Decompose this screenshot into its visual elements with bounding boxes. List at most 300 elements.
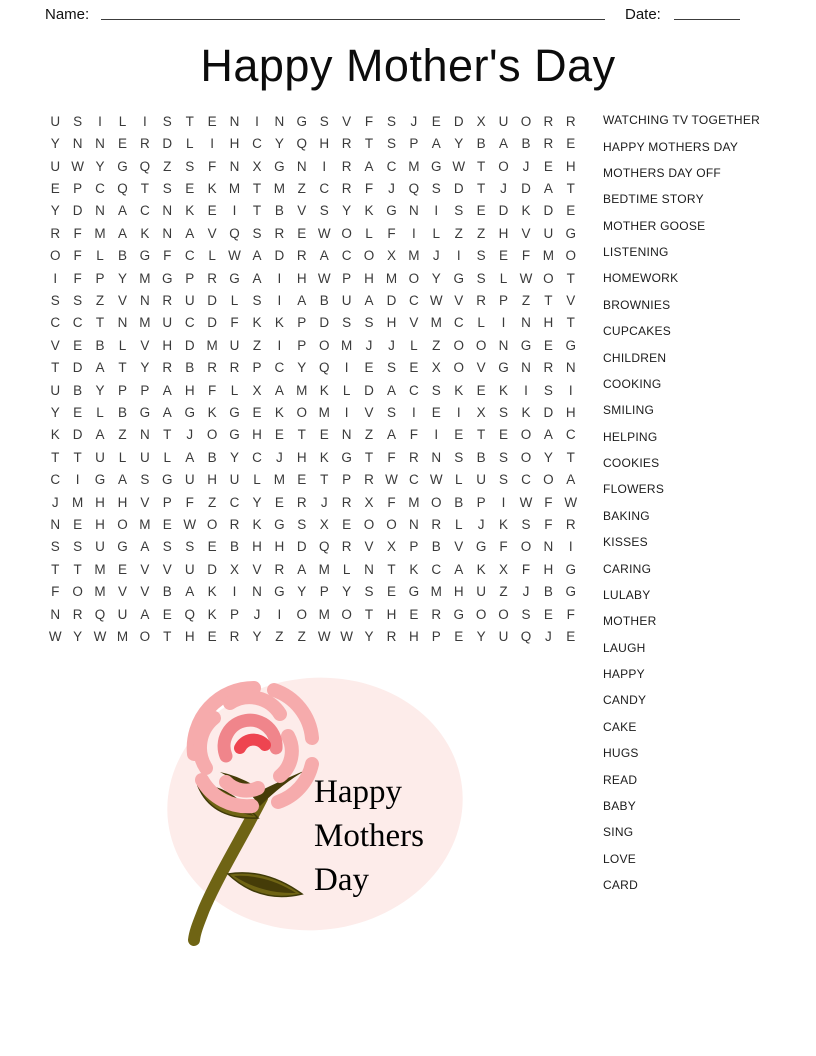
grid-letter: F xyxy=(185,494,194,510)
grid-letter: E xyxy=(207,113,217,129)
grid-letter: G xyxy=(453,606,464,622)
grid-letter: K xyxy=(521,404,531,420)
grid-letter: Z xyxy=(118,427,127,443)
grid-letter: F xyxy=(544,517,553,533)
rose-caption-line: Mothers xyxy=(314,818,424,854)
grid-letter: U xyxy=(162,315,173,331)
grid-letter: Z xyxy=(432,337,441,353)
grid-letter: R xyxy=(431,606,442,622)
grid-letter: C xyxy=(453,315,464,331)
grid-letter: X xyxy=(476,404,486,420)
grid-letter: J xyxy=(186,427,194,443)
grid-letter: P xyxy=(117,382,127,398)
grid-letter: H xyxy=(565,404,576,420)
grid-letter: M xyxy=(296,382,308,398)
grid-letter: F xyxy=(364,180,374,196)
grid-letter: F xyxy=(409,427,418,443)
grid-letter: S xyxy=(50,292,60,308)
word-list-item: HOMEWORK xyxy=(603,271,679,286)
grid-letter: N xyxy=(117,315,128,331)
grid-letter: L xyxy=(96,404,104,420)
grid-letter: P xyxy=(162,494,172,510)
grid-letter: B xyxy=(476,449,486,465)
grid-letter: N xyxy=(274,113,285,129)
grid-letter: U xyxy=(341,292,352,308)
grid-letter: I xyxy=(344,360,349,376)
grid-letter: I xyxy=(277,606,282,622)
grid-letter: F xyxy=(499,539,508,555)
grid-letter: Q xyxy=(296,136,308,152)
word-list-item: BABY xyxy=(603,798,637,813)
grid-letter: N xyxy=(364,561,374,577)
grid-letter: G xyxy=(274,158,285,174)
grid-letter: B xyxy=(185,360,195,376)
grid-letter: O xyxy=(139,629,151,645)
grid-letter: S xyxy=(499,472,509,488)
grid-letter: D xyxy=(543,404,554,420)
grid-letter: S xyxy=(499,449,509,465)
grid-letter: O xyxy=(117,517,128,533)
grid-letter: V xyxy=(364,404,374,420)
grid-letter: V xyxy=(566,292,576,308)
grid-letter: T xyxy=(364,136,374,152)
grid-letter: E xyxy=(566,629,576,645)
word-list-item: BAKING xyxy=(603,508,650,523)
grid-letter: X xyxy=(431,360,441,376)
grid-letter: K xyxy=(499,382,509,398)
grid-letter: P xyxy=(185,270,195,286)
grid-letter: S xyxy=(386,136,396,152)
grid-letter: L xyxy=(118,449,127,465)
grid-letter: E xyxy=(162,606,172,622)
grid-letter: T xyxy=(566,449,575,465)
grid-letter: A xyxy=(252,248,262,264)
grid-letter: M xyxy=(408,158,420,174)
grid-letter: K xyxy=(207,584,217,600)
grid-letter: J xyxy=(410,113,418,129)
grid-letter: H xyxy=(386,315,397,331)
grid-letter: T xyxy=(544,292,553,308)
grid-letter: R xyxy=(341,136,352,152)
grid-letter: N xyxy=(139,427,150,443)
grid-letter: E xyxy=(499,427,509,443)
grid-letter: W xyxy=(183,517,197,533)
grid-letter: X xyxy=(499,561,509,577)
grid-letter: H xyxy=(296,270,307,286)
grid-letter: Y xyxy=(50,203,60,219)
grid-letter: R xyxy=(543,360,554,376)
grid-letter: A xyxy=(297,561,307,577)
grid-letter: H xyxy=(207,472,217,488)
grid-letter: W xyxy=(71,158,84,174)
grid-letter: C xyxy=(252,449,262,465)
grid-letter: E xyxy=(476,203,486,219)
grid-letter: L xyxy=(253,472,261,488)
grid-letter: H xyxy=(543,315,554,331)
grid-letter: N xyxy=(252,584,262,600)
grid-letter: E xyxy=(73,517,83,533)
grid-letter: J xyxy=(500,180,507,196)
grid-letter: C xyxy=(139,203,150,219)
grid-letter: G xyxy=(565,561,577,577)
grid-letter: K xyxy=(274,404,284,420)
grid-letter: U xyxy=(117,606,128,622)
grid-letter: R xyxy=(543,113,554,129)
grid-letter: K xyxy=(454,382,464,398)
grid-letter: C xyxy=(408,382,419,398)
grid-letter: C xyxy=(184,315,195,331)
grid-letter: I xyxy=(524,382,528,398)
grid-letter: E xyxy=(73,337,83,353)
grid-letter: H xyxy=(95,517,105,533)
grid-letter: F xyxy=(364,113,374,129)
grid-letter: M xyxy=(228,180,241,196)
grid-letter: F xyxy=(207,158,217,174)
grid-letter: N xyxy=(431,449,442,465)
grid-letter: X xyxy=(230,561,240,577)
grid-letter: S xyxy=(386,360,396,376)
grid-letter: A xyxy=(95,427,105,443)
grid-letter: L xyxy=(230,292,239,308)
grid-letter: G xyxy=(139,404,151,420)
grid-letter: T xyxy=(252,203,262,219)
grid-letter: D xyxy=(207,292,217,308)
grid-letter: Z xyxy=(297,180,306,196)
grid-letter: I xyxy=(142,113,147,129)
grid-letter: X xyxy=(364,494,374,510)
grid-letter: B xyxy=(274,203,284,219)
word-list-item: CANDY xyxy=(603,693,647,708)
grid-letter: H xyxy=(252,539,262,555)
grid-letter: I xyxy=(98,113,102,129)
grid-letter: A xyxy=(117,203,127,219)
grid-letter: Z xyxy=(476,225,486,241)
grid-letter: P xyxy=(140,382,150,398)
grid-letter: J xyxy=(253,606,261,622)
grid-letter: M xyxy=(94,225,106,241)
grid-letter: U xyxy=(498,113,509,129)
grid-letter: D xyxy=(319,315,330,331)
grid-letter: W xyxy=(429,472,443,488)
grid-letter: I xyxy=(456,248,461,264)
grid-letter: I xyxy=(501,494,506,510)
grid-letter: Y xyxy=(476,629,486,645)
grid-letter: X xyxy=(386,539,396,555)
grid-letter: I xyxy=(255,113,259,129)
grid-letter: N xyxy=(521,315,531,331)
word-list-item: CARD xyxy=(603,878,639,893)
grid-letter: D xyxy=(453,113,464,129)
grid-letter: F xyxy=(73,225,82,241)
word-list-item: BROWNIES xyxy=(603,297,671,312)
grid-letter: I xyxy=(434,427,439,443)
grid-letter: I xyxy=(456,404,461,420)
grid-letter: M xyxy=(340,337,353,353)
grid-letter: E xyxy=(342,517,352,533)
grid-letter: L xyxy=(96,248,104,264)
grid-letter: E xyxy=(409,606,419,622)
grid-letter: E xyxy=(476,382,486,398)
grid-letter: K xyxy=(140,225,150,241)
grid-letter: G xyxy=(117,539,128,555)
grid-letter: B xyxy=(476,136,486,152)
word-list-item: HAPPY xyxy=(603,667,645,682)
grid-letter: X xyxy=(319,517,329,533)
grid-letter: O xyxy=(475,606,487,622)
word-list-item: HELPING xyxy=(603,429,658,444)
grid-letter: M xyxy=(94,584,106,600)
grid-letter: Z xyxy=(207,494,217,510)
grid-letter: C xyxy=(521,472,531,488)
grid-letter: M xyxy=(116,629,129,645)
grid-letter: E xyxy=(543,606,553,622)
grid-letter: V xyxy=(207,225,217,241)
grid-letter: O xyxy=(408,270,420,286)
grid-letter: T xyxy=(566,180,575,196)
grid-letter: D xyxy=(162,136,173,152)
grid-letter: P xyxy=(297,315,307,331)
grid-letter: T xyxy=(476,158,486,174)
grid-letter: C xyxy=(386,158,397,174)
grid-letter: R xyxy=(207,360,217,376)
grid-letter: B xyxy=(543,584,553,600)
grid-letter: O xyxy=(520,113,532,129)
grid-letter: U xyxy=(50,382,61,398)
grid-letter: S xyxy=(476,248,486,264)
grid-letter: N xyxy=(72,136,83,152)
grid-letter: U xyxy=(229,472,240,488)
grid-letter: C xyxy=(565,427,576,443)
grid-letter: V xyxy=(454,539,464,555)
grid-letter: H xyxy=(453,584,464,600)
grid-letter: D xyxy=(274,248,285,264)
grid-letter: S xyxy=(454,449,464,465)
grid-letter: N xyxy=(50,606,61,622)
rose-caption xyxy=(314,770,424,902)
grid-letter: P xyxy=(499,292,509,308)
grid-letter: G xyxy=(475,539,487,555)
grid-letter: S xyxy=(431,180,441,196)
grid-letter: G xyxy=(565,337,577,353)
grid-letter: N xyxy=(162,203,173,219)
grid-letter: G xyxy=(274,584,285,600)
grid-letter: N xyxy=(162,225,173,241)
grid-letter: A xyxy=(499,136,509,152)
grid-letter: A xyxy=(431,136,441,152)
grid-letter: E xyxy=(274,427,284,443)
grid-letter: N xyxy=(296,158,307,174)
grid-letter: N xyxy=(408,517,419,533)
grid-letter: Y xyxy=(252,494,262,510)
grid-letter: E xyxy=(297,472,307,488)
grid-letter: F xyxy=(230,315,239,331)
grid-letter: D xyxy=(498,203,509,219)
grid-letter: T xyxy=(476,427,486,443)
grid-letter: E xyxy=(364,360,374,376)
grid-letter: A xyxy=(543,180,553,196)
grid-letter: C xyxy=(431,561,442,577)
grid-letter: C xyxy=(408,472,419,488)
grid-letter: R xyxy=(386,629,397,645)
grid-letter: R xyxy=(274,561,285,577)
grid-letter: I xyxy=(344,404,349,420)
grid-letter: O xyxy=(543,472,554,488)
grid-letter: I xyxy=(277,270,282,286)
grid-letter: E xyxy=(454,629,464,645)
grid-letter: H xyxy=(252,427,262,443)
grid-letter: E xyxy=(409,360,419,376)
grid-letter: G xyxy=(386,203,397,219)
word-search-grid xyxy=(44,110,582,648)
grid-letter: C xyxy=(95,180,105,196)
word-list-item: FLOWERS xyxy=(603,482,665,497)
grid-letter: M xyxy=(408,494,420,510)
word-list-item: KISSES xyxy=(603,535,648,550)
grid-letter: S xyxy=(50,539,60,555)
grid-letter: T xyxy=(163,427,172,443)
grid-letter: S xyxy=(364,315,374,331)
grid-letter: E xyxy=(297,225,307,241)
grid-letter: S xyxy=(73,539,83,555)
grid-letter: R xyxy=(229,517,240,533)
grid-letter: Y xyxy=(543,449,553,465)
grid-letter: G xyxy=(565,584,577,600)
grid-letter: F xyxy=(387,494,396,510)
grid-letter: W xyxy=(519,270,533,286)
grid-letter: O xyxy=(296,606,308,622)
word-list-item: MOTHER GOOSE xyxy=(603,218,706,233)
grid-letter: T xyxy=(73,449,82,465)
grid-letter: R xyxy=(543,136,554,152)
grid-letter: L xyxy=(499,270,508,286)
grid-letter: L xyxy=(118,113,127,129)
grid-letter: V xyxy=(252,561,262,577)
grid-letter: U xyxy=(498,629,509,645)
grid-letter: G xyxy=(139,248,151,264)
grid-letter: U xyxy=(229,337,240,353)
grid-letter: K xyxy=(207,180,217,196)
grid-letter: O xyxy=(72,584,83,600)
grid-letter: Y xyxy=(454,136,464,152)
grid-letter: Y xyxy=(297,584,307,600)
grid-letter: B xyxy=(521,136,531,152)
grid-letter: U xyxy=(95,539,105,555)
grid-letter: M xyxy=(94,561,106,577)
grid-letter: E xyxy=(162,517,172,533)
grid-letter: A xyxy=(364,292,374,308)
word-list-item: SING xyxy=(603,825,634,840)
grid-letter: K xyxy=(50,427,60,443)
grid-letter: M xyxy=(318,561,330,577)
grid-letter: T xyxy=(320,472,329,488)
grid-letter: M xyxy=(139,315,151,331)
grid-letter: O xyxy=(363,517,375,533)
grid-letter: T xyxy=(51,360,60,376)
grid-letter: Q xyxy=(229,225,240,241)
grid-letter: E xyxy=(207,539,217,555)
grid-letter: I xyxy=(322,158,327,174)
grid-letter: M xyxy=(139,270,151,286)
grid-letter: R xyxy=(408,449,419,465)
grid-letter: I xyxy=(411,404,416,420)
grid-letter: F xyxy=(163,248,172,264)
grid-letter: L xyxy=(118,337,127,353)
grid-letter: Q xyxy=(139,158,151,174)
grid-letter: M xyxy=(408,248,420,264)
grid-letter: C xyxy=(72,315,83,331)
grid-letter: R xyxy=(341,158,352,174)
grid-letter: N xyxy=(521,360,531,376)
grid-letter: A xyxy=(543,427,553,443)
grid-letter: T xyxy=(252,180,262,196)
grid-letter: M xyxy=(206,337,218,353)
grid-letter: O xyxy=(49,248,61,264)
date-blank-line xyxy=(674,4,740,20)
grid-letter: G xyxy=(162,472,173,488)
grid-letter: I xyxy=(232,584,237,600)
grid-letter: Y xyxy=(297,360,307,376)
grid-letter: B xyxy=(95,337,105,353)
grid-letter: A xyxy=(117,225,127,241)
grid-letter: E xyxy=(499,248,509,264)
grid-letter: O xyxy=(386,517,397,533)
grid-letter: E xyxy=(117,561,127,577)
grid-letter: N xyxy=(95,203,105,219)
grid-letter: T xyxy=(476,180,486,196)
grid-letter: D xyxy=(296,539,307,555)
grid-letter: S xyxy=(73,292,83,308)
grid-letter: W xyxy=(228,248,241,264)
grid-letter: A xyxy=(454,561,464,577)
grid-letter: J xyxy=(522,158,530,174)
grid-letter: T xyxy=(566,270,575,286)
grid-letter: P xyxy=(431,629,441,645)
grid-letter: Y xyxy=(117,270,127,286)
grid-letter: J xyxy=(388,337,395,353)
grid-letter: Y xyxy=(140,360,150,376)
word-list-item: CHILDREN xyxy=(603,350,667,365)
grid-letter: E xyxy=(454,427,464,443)
grid-letter: T xyxy=(297,427,306,443)
grid-letter: T xyxy=(140,180,149,196)
grid-letter: L xyxy=(208,248,216,264)
grid-letter: J xyxy=(432,248,440,264)
grid-letter: Q xyxy=(117,180,128,196)
grid-letter: S xyxy=(364,584,374,600)
grid-letter: I xyxy=(210,136,214,152)
grid-letter: J xyxy=(275,449,283,465)
grid-letter: U xyxy=(50,113,61,129)
grid-letter: H xyxy=(543,561,554,577)
grid-letter: H xyxy=(95,494,105,510)
grid-letter: Z xyxy=(95,292,105,308)
grid-letter: A xyxy=(252,270,262,286)
grid-letter: N xyxy=(229,158,240,174)
grid-letter: Z xyxy=(297,629,306,645)
grid-letter: V xyxy=(140,337,150,353)
grid-letter: O xyxy=(543,270,554,286)
grid-letter: E xyxy=(566,136,576,152)
word-list-item: CAKE xyxy=(603,719,637,734)
grid-letter: O xyxy=(341,606,352,622)
word-list-item: WATCHING TV TOGETHER xyxy=(603,113,761,128)
grid-letter: K xyxy=(319,382,329,398)
grid-letter: R xyxy=(139,136,150,152)
grid-letter: F xyxy=(387,449,396,465)
grid-letter: K xyxy=(319,449,329,465)
grid-letter: E xyxy=(73,404,83,420)
grid-letter: S xyxy=(252,292,262,308)
